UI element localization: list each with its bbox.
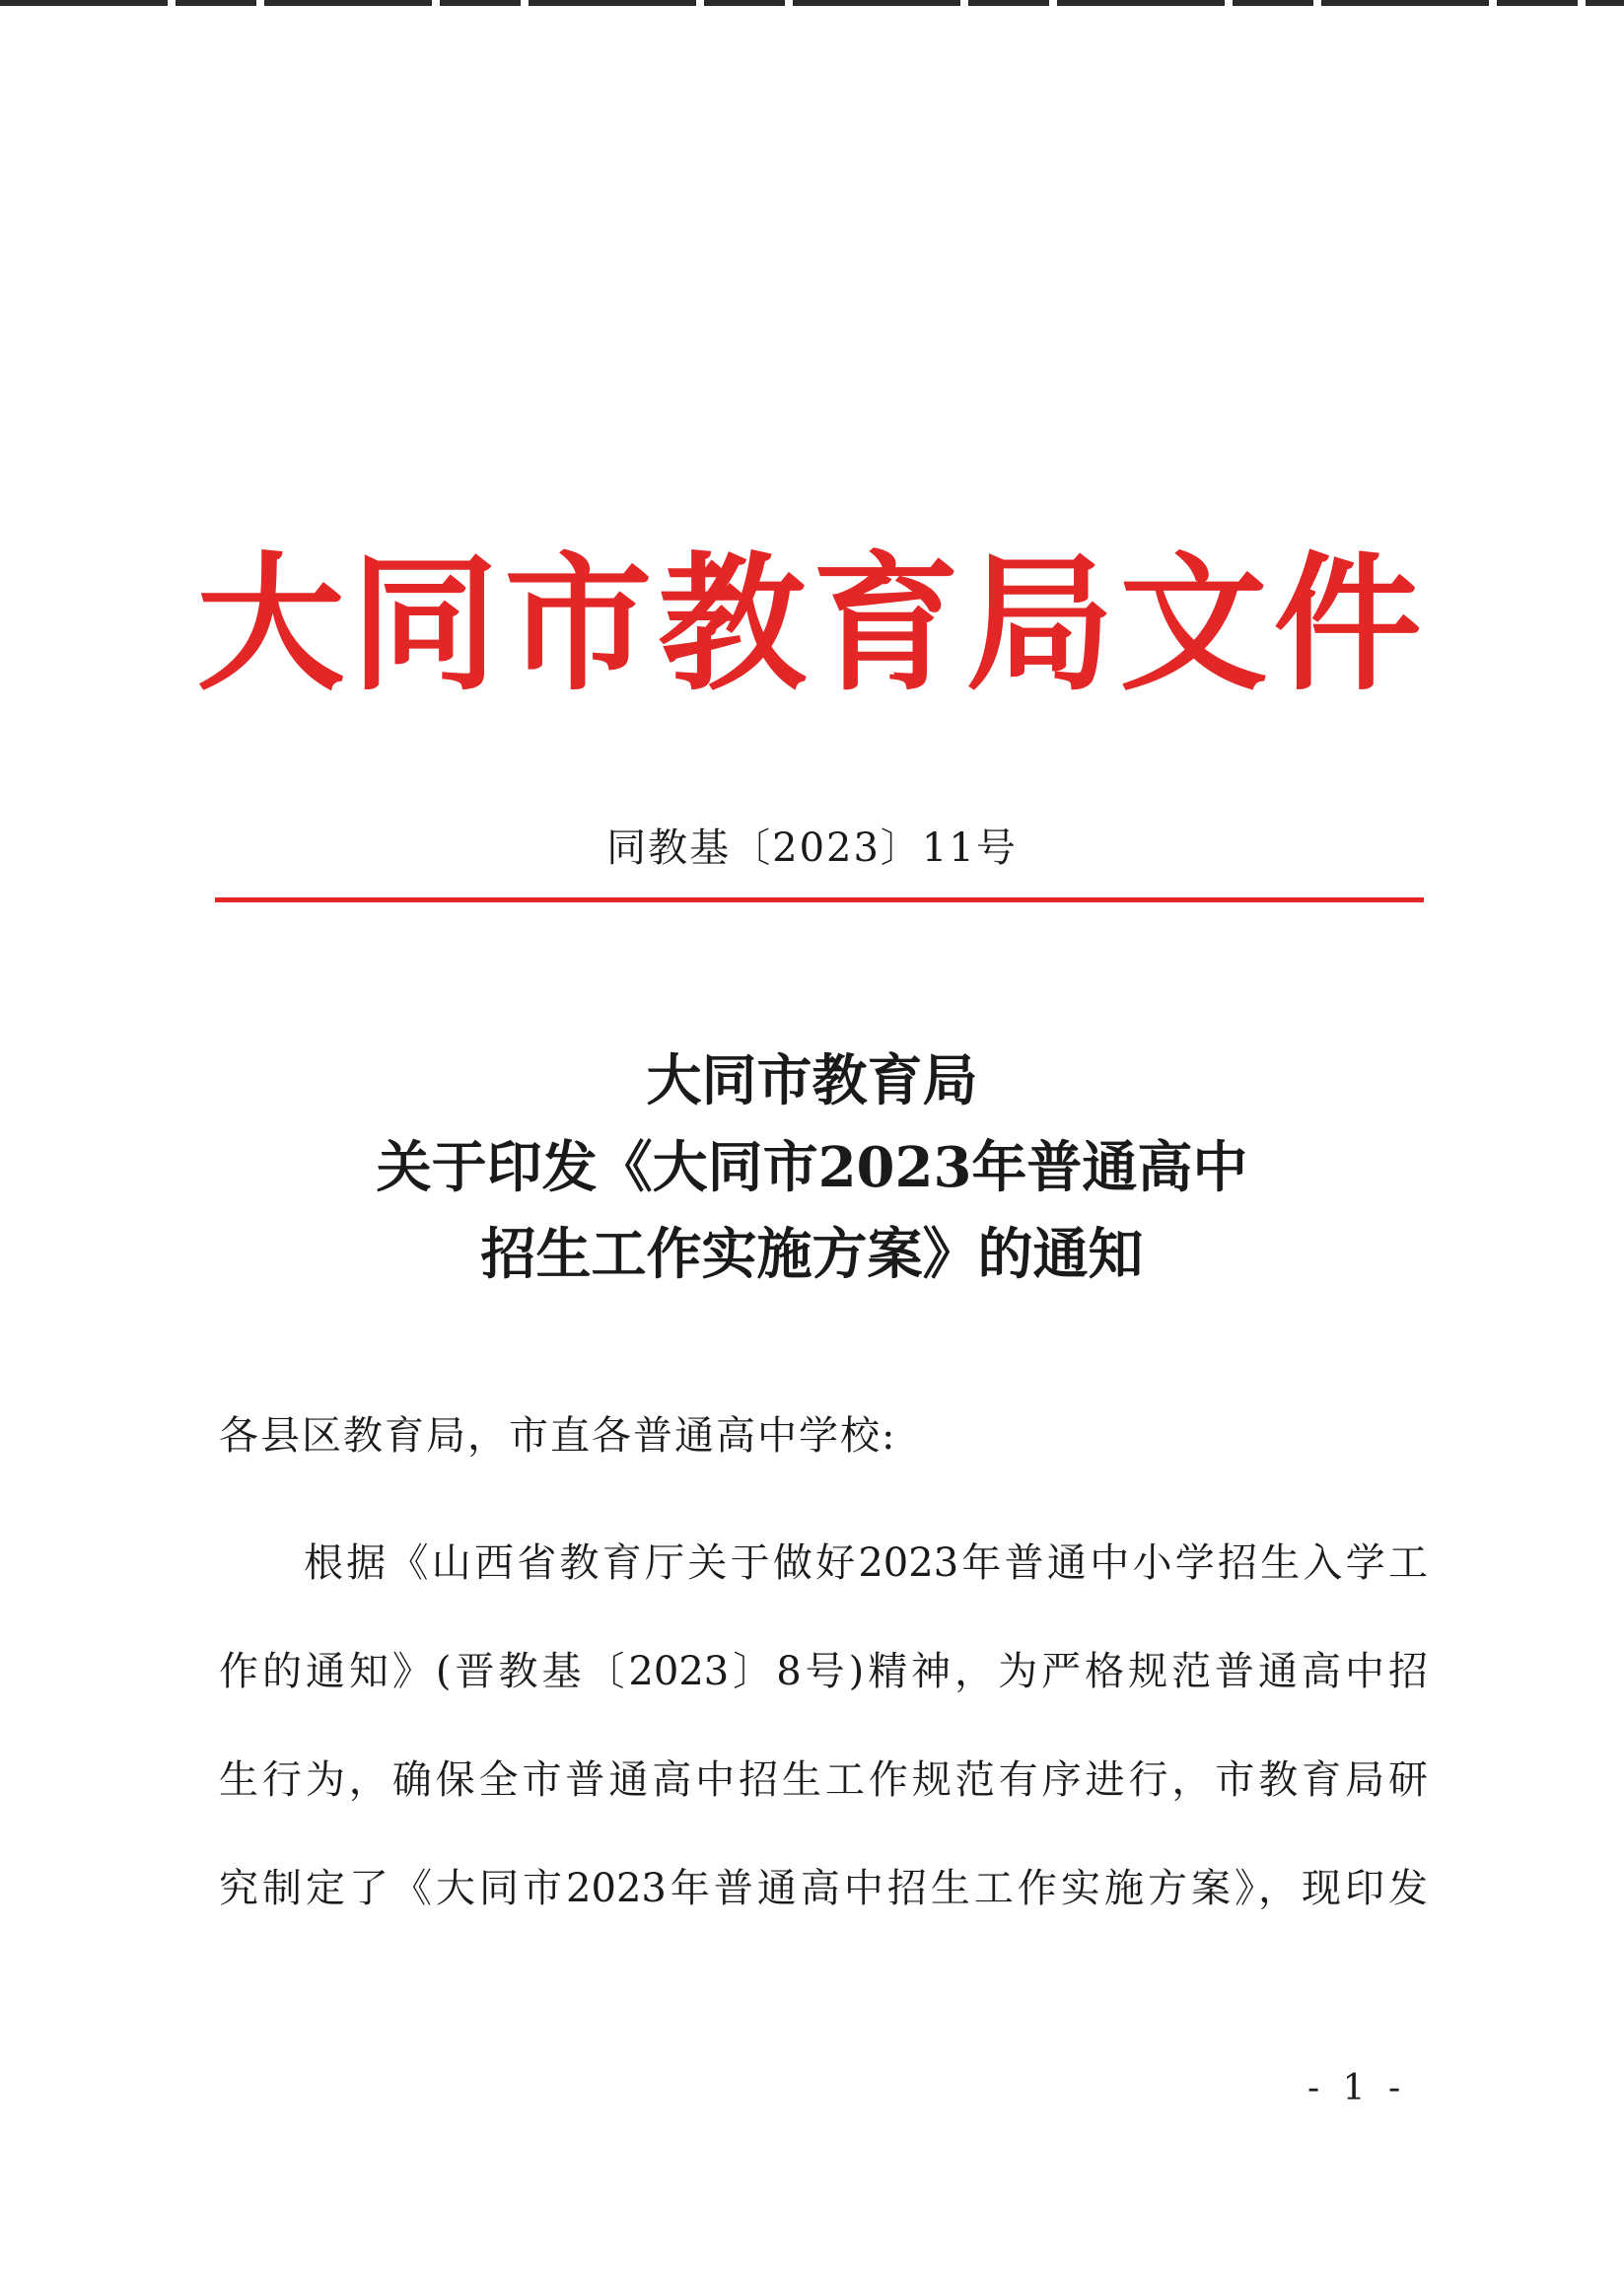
body-line: 根据《山西省教育厅关于做好2023年普通中小学招生入学工 xyxy=(304,1540,1428,1586)
body-paragraph xyxy=(219,1509,1428,1943)
body-line: 究制定了《大同市2023年普通高中招生工作实施方案》，现印发 xyxy=(219,1866,1428,1911)
red-divider xyxy=(215,897,1424,902)
scan-edge xyxy=(0,0,1624,6)
addressee: 各县区教育局，市直各普通高中学校: xyxy=(219,1413,897,1459)
document-number: 同教基〔2023〕11号 xyxy=(606,825,1018,871)
body-line: 生行为，确保全市普通高中招生工作规范有序进行，市教育局研 xyxy=(219,1757,1428,1803)
title-line: 招生工作实施方案》的通知 xyxy=(480,1222,1144,1287)
title-line: 大同市教育局 xyxy=(646,1048,978,1113)
body-line: 作的通知》(晋教基〔2023〕8号)精神，为严格规范普通高中招 xyxy=(219,1649,1428,1694)
document-masthead: 大同市教育局文件 xyxy=(196,537,1428,711)
page-number: - 1 - xyxy=(1307,2068,1407,2108)
title-line: 关于印发《大同市2023年普通高中 xyxy=(376,1135,1248,1200)
document-title xyxy=(0,1037,1624,1298)
